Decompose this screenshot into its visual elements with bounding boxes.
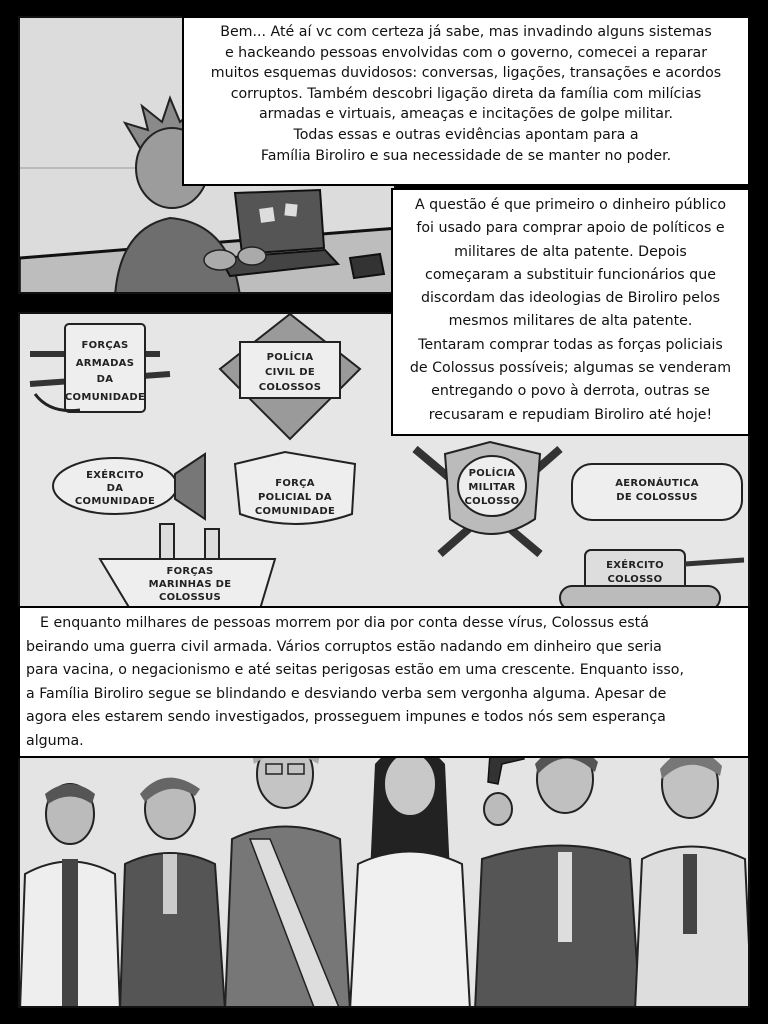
narration-line: armadas e virtuais, ameaças e incitações de golpe militar. [258, 106, 674, 123]
emblem-label: EXÉRCITO [86, 470, 144, 481]
narration-line: entregando o povo à derrota, outras se [431, 383, 710, 400]
emblem-label: ARMADAS [75, 358, 135, 369]
narration-line: muitos esquemas duvidosos: conversas, ligações, transações e acordos [210, 65, 722, 82]
narration-line: beirando uma guerra civil armada. Vários corruptos estão nadando em dinheiro que seria [26, 638, 662, 655]
narration-line: começaram a substituir funcionários que [425, 266, 716, 283]
narration-box-3 [18, 606, 750, 758]
narration-line: agora eles estarem sendo investigados, prosseguem impunes e todos nós sem esperança [26, 709, 666, 726]
emblem-label: FORÇAS [166, 566, 214, 577]
narration-line: de Colossus possíveis; algumas se venderam [409, 360, 732, 377]
narration-line: a Família Biroliro segue se blindando e desviando verba sem vergonha alguma. Apesar de [26, 685, 667, 702]
narration-line: alguma. [26, 732, 84, 749]
narration-line: mesmos militares de alta patente. [448, 313, 693, 330]
emblem-label: FORÇA [275, 478, 315, 489]
narration-line: foi usado para comprar apoio de políticos e [416, 220, 725, 237]
narration-box-2 [391, 188, 750, 436]
emblem-label: MILITAR [468, 482, 516, 493]
emblem-label: COMUNIDADE [64, 392, 146, 403]
emblem-label: AERONÁUTICA [615, 478, 699, 489]
emblem-label: COLOSSUS [158, 592, 222, 603]
narration-line: E enquanto milhares de pessoas morrem por dia por conta desse vírus, Colossus está [40, 615, 649, 631]
narration-line: Família Biroliro e sua necessidade de se manter no poder. [260, 147, 672, 164]
emblem-label: CIVIL DE [265, 367, 315, 378]
narration-line: recusaram e repudiam Biroliro até hoje! [428, 406, 713, 423]
emblem-label: COMUNIDADE [254, 506, 336, 517]
forca-policial-emblem [235, 452, 355, 524]
emblem-label: COLOSSOS [258, 382, 322, 393]
narration-box-1 [182, 16, 750, 186]
emblem-label: COLOSSO [607, 574, 663, 585]
emblem-label: EXÉRCITO [606, 560, 664, 571]
emblem-label: POLÍCIA [266, 352, 314, 363]
emblem-label: MARINHAS DE [148, 579, 232, 590]
narration-line: A questão é que primeiro o dinheiro público [414, 197, 727, 213]
narration-line: Bem... Até aí vc com certeza já sabe, mas invadindo alguns sistemas [220, 24, 712, 40]
emblem-label: DA [106, 483, 124, 494]
narration-line: para vacina, o negacionismo e até seitas perigosas estão em uma crescente. Enquanto isso, [26, 662, 685, 679]
narration-line: e hackeando pessoas envolvidas com o governo, comecei a reparar [224, 44, 708, 61]
emblem-label: COMUNIDADE [74, 496, 156, 507]
emblem-label: COLOSSO [464, 496, 520, 507]
emblem-label: POLÍCIA [468, 468, 516, 479]
narration-line: Tentaram comprar todas as forças policiais [418, 336, 723, 353]
emblem-label: FORÇAS [81, 340, 129, 351]
aeronautica-emblem [572, 464, 742, 520]
emblem-label: DE COLOSSUS [616, 492, 698, 503]
narration-line: militares de alta patente. Depois [454, 243, 687, 260]
narration-line: Todas essas e outras evidências apontam para a [293, 126, 639, 143]
emblem-label: DA [96, 374, 114, 385]
emblem-label: POLICIAL DA [258, 492, 332, 503]
narration-line: corruptos. Também descobri ligação direta da família com milícias [230, 85, 702, 102]
narration-line: discordam das ideologias de Biroliro pelos [420, 290, 721, 307]
